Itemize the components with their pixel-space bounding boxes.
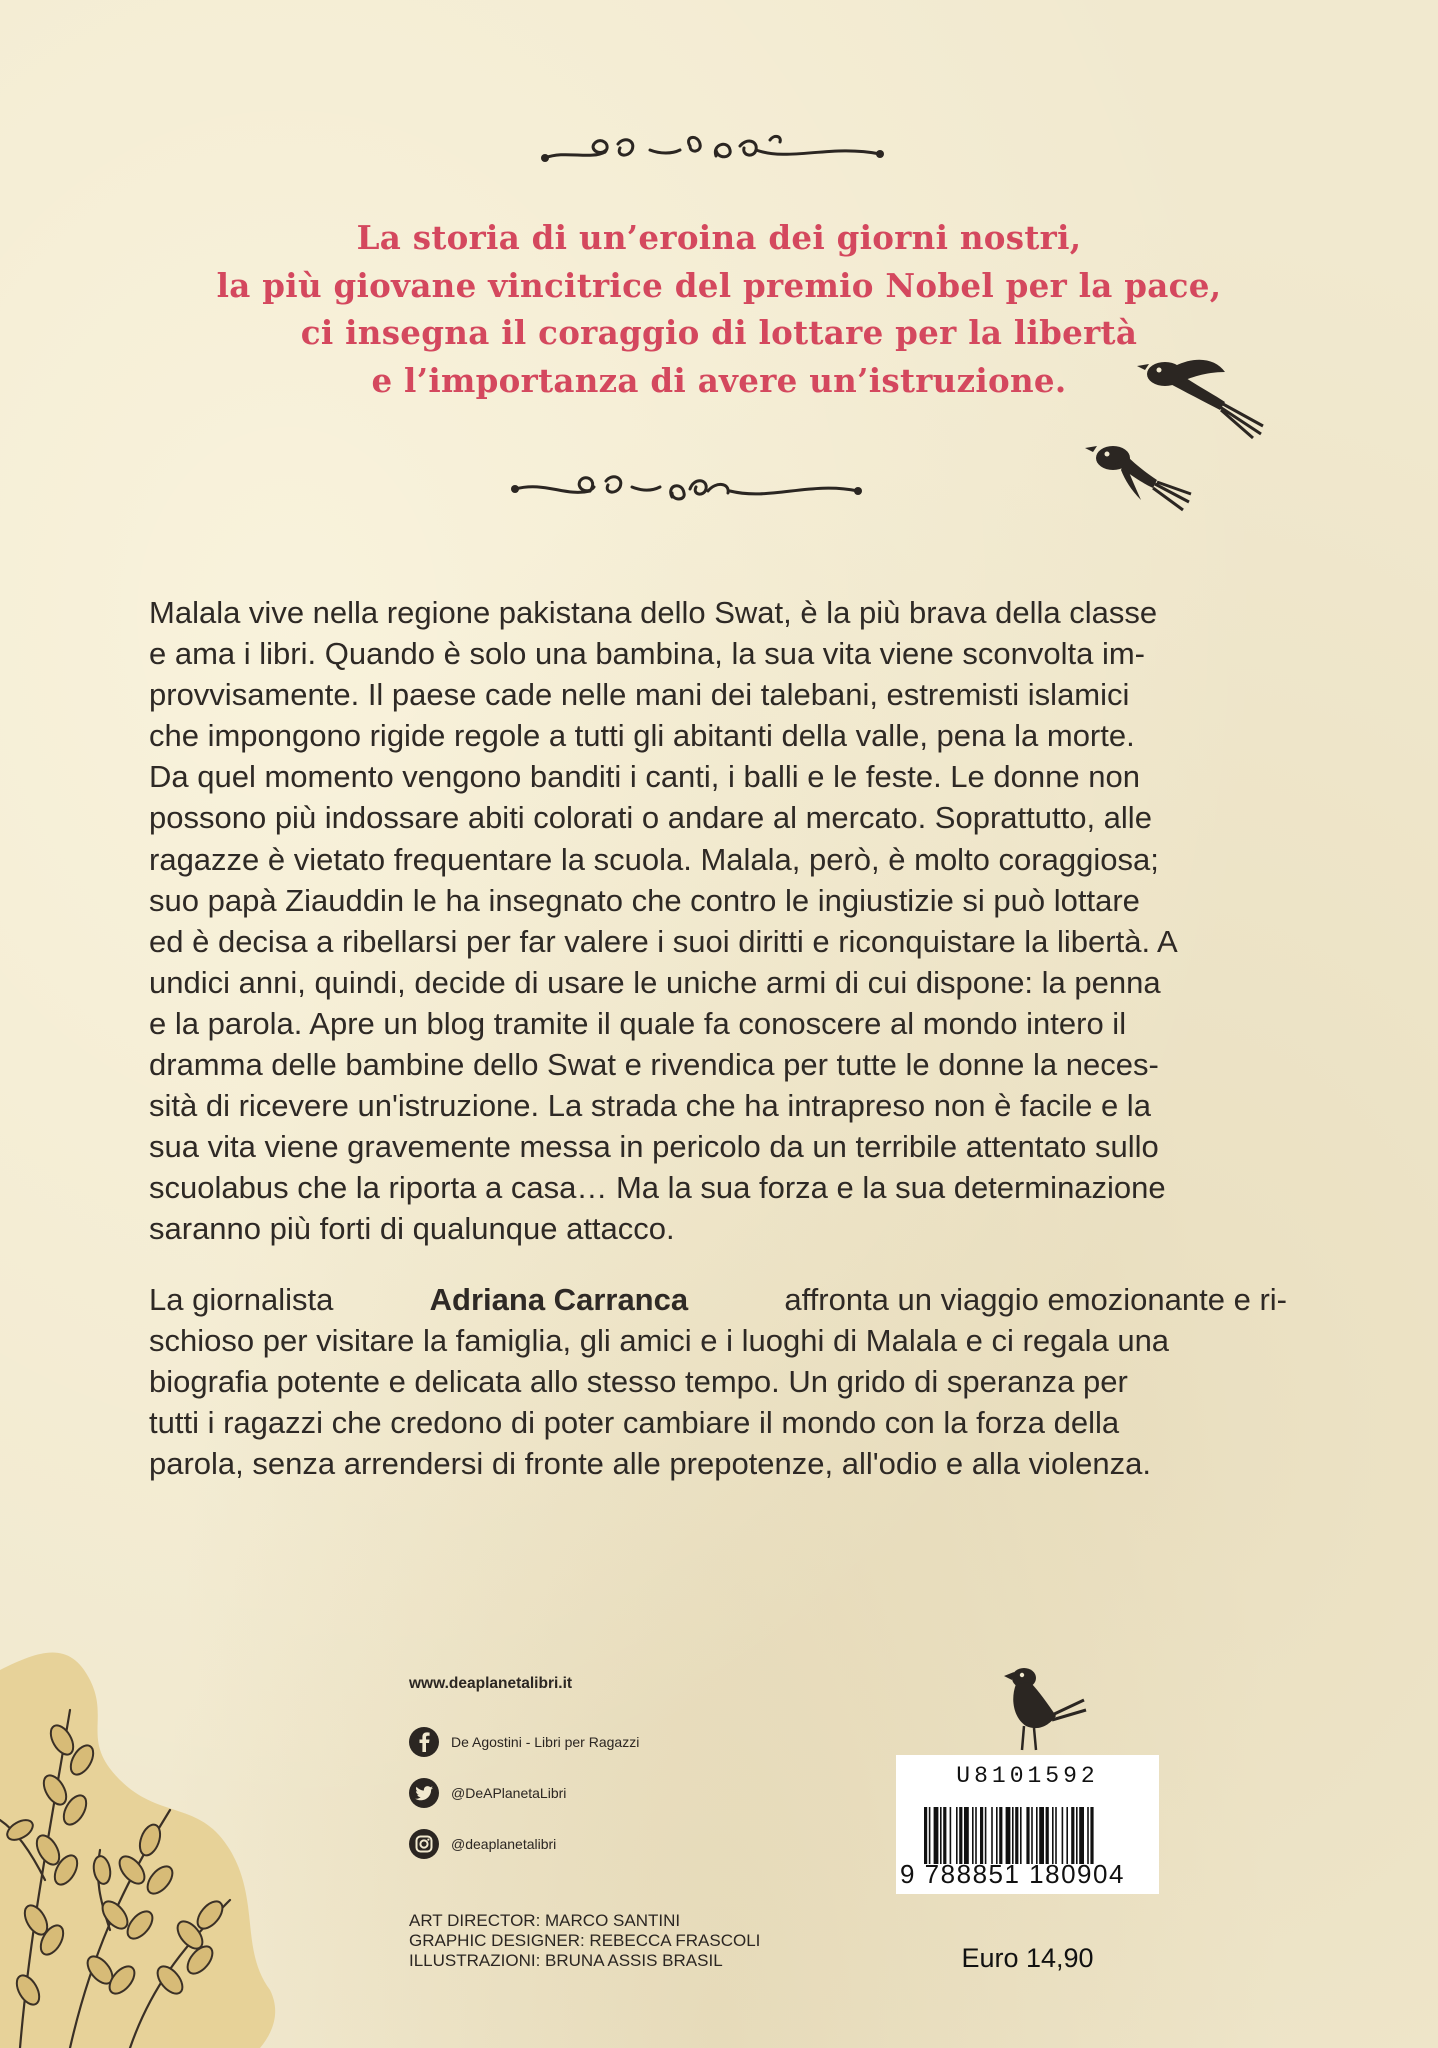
credit-line: ART DIRECTOR: MARCO SANTINI bbox=[409, 1911, 681, 1930]
text-line: Malala vive nella regione pakistana dello Swat, è la più brava della classe bbox=[149, 595, 1158, 630]
bottom-ornament bbox=[0, 467, 1438, 517]
isbn-number: 9 788851 180904 bbox=[900, 1859, 1125, 1889]
text-line: e ama i libri. Quando è solo una bambina, la sua vita viene sconvolta im- bbox=[149, 636, 1145, 672]
bird-illustration bbox=[1135, 352, 1270, 442]
credit-line: ILLUSTRAZIONI: BRUNA ASSIS BRASIL bbox=[409, 1951, 723, 1970]
bird-illustration bbox=[1085, 440, 1195, 515]
text-line: parola, senza arrendersi di fronte alle prepotenze, all'odio e alla violenza. bbox=[149, 1446, 1151, 1482]
text-line: ed è decisa a ribellarsi per far valere i suoi diritti e riconquistare la libertà. A bbox=[149, 923, 1178, 959]
text-line: ragazze è vietato frequentare la scuola. Malala, però, è molto coraggiosa; bbox=[149, 841, 1159, 877]
text-line: dramma delle bambine dello Swat e rivendica per tutte le donne la neces- bbox=[149, 1047, 1159, 1083]
credit-line: GRAPHIC DESIGNER: REBECCA FRASCOLI bbox=[409, 1931, 761, 1950]
barcode-bars bbox=[924, 1807, 1149, 1864]
text-line: scuolabus che la riporta a casa… Ma la sua forza e la sua determinazione bbox=[149, 1170, 1166, 1206]
text-line: che impongono rigide regole a tutti gli abitanti della valle, pena la morte. bbox=[149, 718, 1135, 754]
twitter-label: @DeAPlanetaLibri bbox=[451, 1785, 567, 1801]
author-paragraph bbox=[149, 1279, 1287, 1484]
facebook-icon bbox=[409, 1727, 439, 1757]
tagline-line: La storia di un’eroina dei giorni nostri, bbox=[356, 218, 1082, 257]
text-line: possono più indossare abiti colorati o andare al mercato. Soprattutto, alle bbox=[149, 800, 1152, 836]
text-line: provvisamente. Il paese cade nelle mani dei talebani, estremisti islamici bbox=[149, 677, 1130, 713]
text-line: undici anni, quindi, decide di usare le uniche armi di cui dispone: la penna bbox=[149, 964, 1161, 1000]
text-line: tutti i ragazzi che credono di poter cambiare il mondo con la forza della bbox=[149, 1405, 1120, 1441]
synopsis-paragraph bbox=[149, 592, 1287, 1250]
instagram-link[interactable] bbox=[409, 1829, 556, 1859]
twitter-icon bbox=[409, 1778, 439, 1808]
website-link[interactable]: www.deaplanetalibri.it bbox=[409, 1675, 573, 1692]
instagram-label: @deaplanetalibri bbox=[451, 1836, 557, 1852]
text-line: schioso per visitare la famiglia, gli amici e i luoghi di Malala e ci regala una bbox=[149, 1323, 1170, 1359]
plant-illustration bbox=[0, 1630, 290, 2048]
text-line: sua vita viene gravemente messa in pericolo da un terribile attentato sullo bbox=[149, 1129, 1159, 1165]
barcode bbox=[896, 1755, 1159, 1894]
product-code: U8101592 bbox=[956, 1763, 1099, 1789]
bird-illustration bbox=[1000, 1660, 1090, 1755]
credits bbox=[409, 1911, 760, 1971]
twitter-link[interactable] bbox=[409, 1778, 566, 1808]
text-line: saranno più forti di qualunque attacco. bbox=[149, 1211, 675, 1247]
tagline-line: ci insegna il coraggio di lottare per la libertà bbox=[300, 313, 1138, 352]
text-line: sità di ricevere un'istruzione. La strada che ha intrapreso non è facile e la bbox=[149, 1088, 1151, 1124]
tagline-line: la più giovane vincitrice del premio Nobel per la pace, bbox=[216, 265, 1222, 305]
text-line: suo papà Ziauddin le ha insegnato che contro le ingiustizie si può lottare bbox=[149, 882, 1140, 918]
facebook-link[interactable] bbox=[409, 1727, 639, 1757]
author-name: Adriana Carranca bbox=[429, 1282, 689, 1317]
instagram-icon bbox=[409, 1829, 439, 1859]
text-line: biografia potente e delicata allo stesso tempo. Un grido di speranza per bbox=[149, 1364, 1128, 1400]
tagline bbox=[140, 214, 1298, 404]
text-line: e la parola. Apre un blog tramite il quale fa conoscere al mondo intero il bbox=[149, 1005, 1127, 1041]
price: Euro 14,90 bbox=[961, 1943, 1094, 1973]
text-line: Da quel momento vengono banditi i canti, i balli e le feste. Le donne non bbox=[149, 759, 1140, 795]
tagline-line: e l’importanza di avere un’istruzione. bbox=[371, 360, 1067, 400]
facebook-label: De Agostini - Libri per Ragazzi bbox=[451, 1734, 640, 1750]
top-ornament bbox=[0, 130, 1438, 180]
text-line: La giornalista Adriana Carranca affronta un viaggio emozionante e ri- bbox=[149, 1279, 1287, 1320]
